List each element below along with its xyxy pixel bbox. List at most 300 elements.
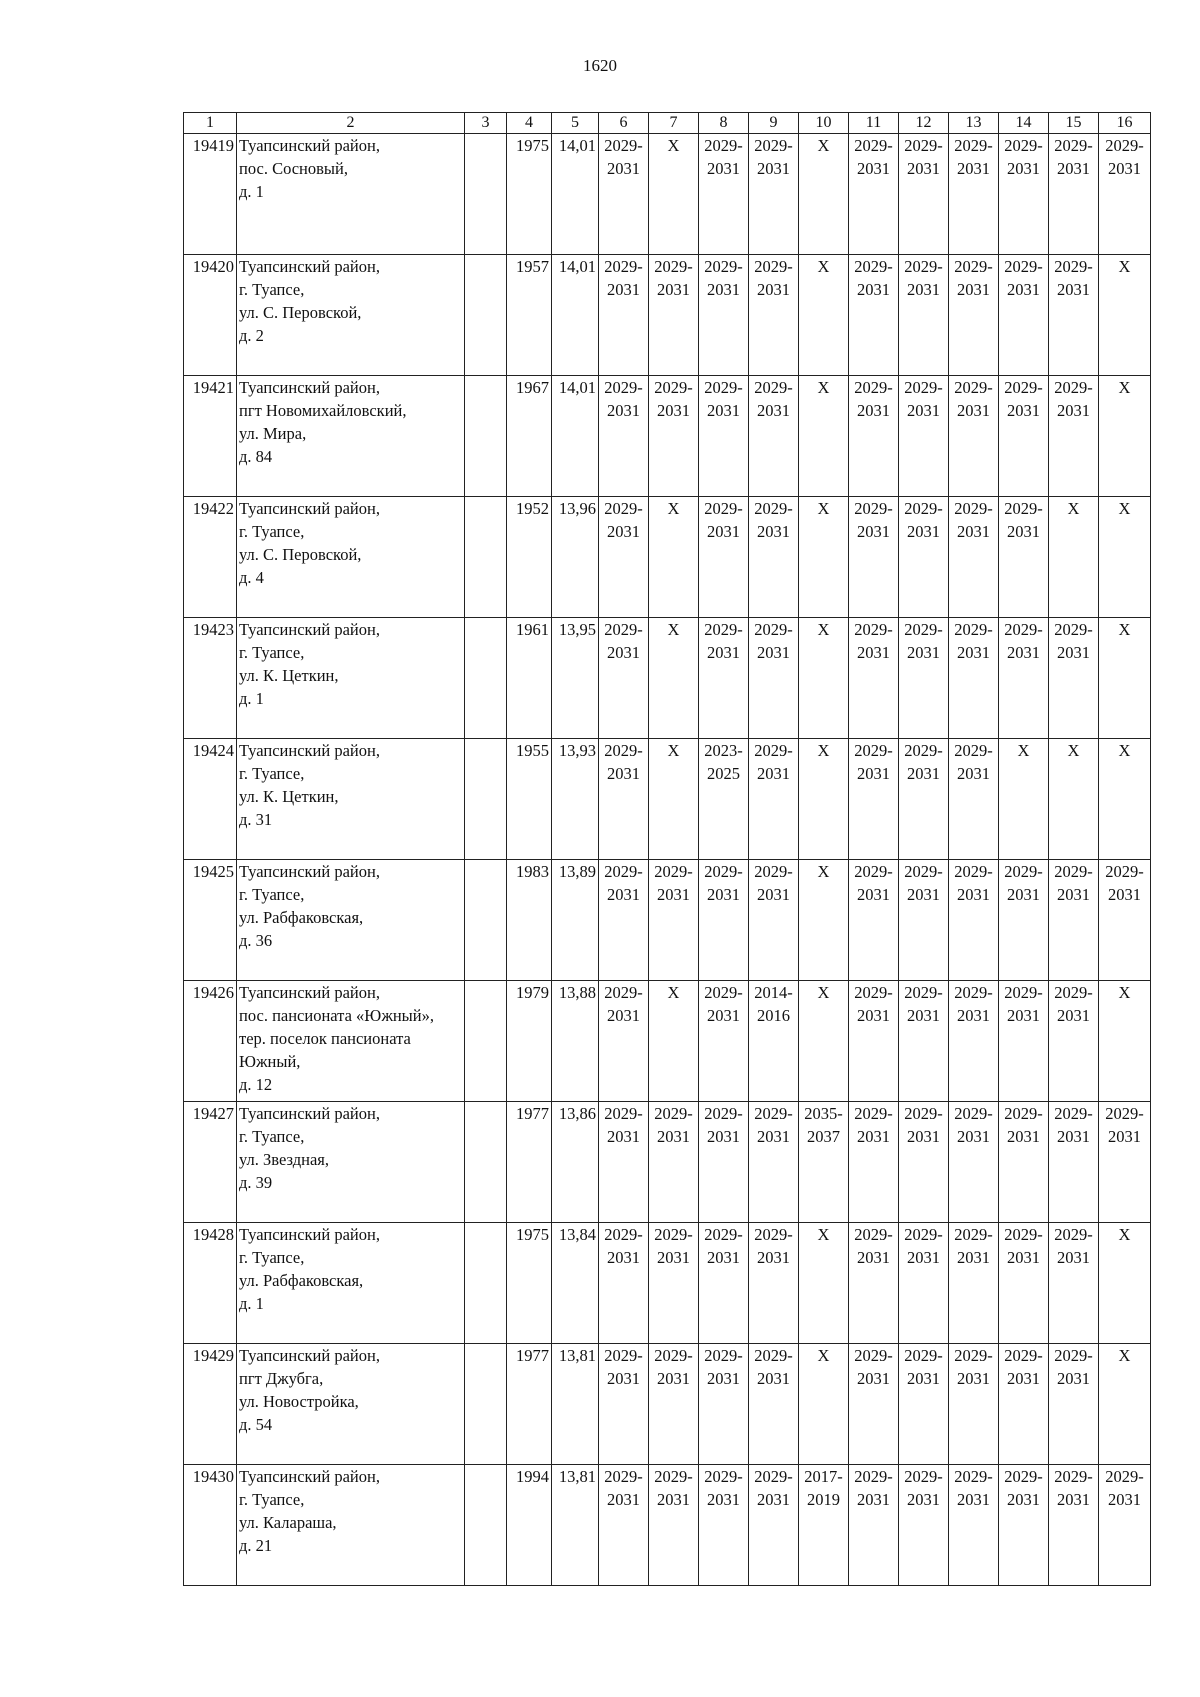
- period-cell: [849, 376, 899, 497]
- period-cell: [799, 134, 849, 255]
- table-row: [184, 1344, 1151, 1465]
- column-header: 15: [1049, 113, 1099, 134]
- address-line: Туапсинский район,: [239, 499, 380, 518]
- address-line: г. Туапсе,: [239, 643, 305, 662]
- year-cell: 1994: [507, 1465, 552, 1586]
- period-text: 2029-: [604, 983, 643, 1002]
- record-number-cell: 19424: [184, 739, 237, 860]
- period-text: 2029-: [604, 862, 643, 881]
- period-text: 2031: [1007, 159, 1040, 178]
- period-text: 2029-: [604, 1346, 643, 1365]
- address-line: ул. Рабфаковская,: [239, 908, 364, 927]
- period-text: 2029-: [854, 1225, 893, 1244]
- period-text: 2031: [1108, 1127, 1141, 1146]
- period-cell: [899, 134, 949, 255]
- period-cell: [849, 1223, 899, 1344]
- column-3-cell: [465, 739, 507, 860]
- period-text: 2031: [1057, 1006, 1090, 1025]
- period-text: 2029-: [1054, 1346, 1093, 1365]
- address-line: д. 36: [239, 931, 273, 950]
- period-text: 2019: [807, 1490, 840, 1509]
- period-text: 2031: [857, 1006, 890, 1025]
- period-text: 2029-: [854, 620, 893, 639]
- period-cell: [599, 255, 649, 376]
- column-header: 2: [237, 113, 465, 134]
- period-text: 2031: [957, 1127, 990, 1146]
- period-cell: [899, 1223, 949, 1344]
- period-text: 2029-: [954, 1104, 993, 1123]
- period-text: 2031: [857, 159, 890, 178]
- column-header: 13: [949, 113, 999, 134]
- period-cell: [749, 1102, 799, 1223]
- period-cell: [1049, 1465, 1099, 1586]
- period-cell: [649, 497, 699, 618]
- table-row: [184, 1223, 1151, 1344]
- year-cell: 1983: [507, 860, 552, 981]
- period-text: 2023-: [704, 741, 743, 760]
- address-line: Туапсинский район,: [239, 257, 380, 276]
- period-cell: [799, 1102, 849, 1223]
- period-text: 2029-: [654, 378, 693, 397]
- period-text: 2029-: [654, 862, 693, 881]
- period-cell: [1049, 860, 1099, 981]
- period-text: 2031: [1057, 1127, 1090, 1146]
- address-line: Туапсинский район,: [239, 136, 380, 155]
- period-text: 2029-: [604, 257, 643, 276]
- address-line: тер. поселок пансионата: [239, 1029, 411, 1048]
- column-header: 14: [999, 113, 1049, 134]
- period-cell: [699, 497, 749, 618]
- period-text: 2029-: [754, 499, 793, 518]
- address-line: Туапсинский район,: [239, 741, 380, 760]
- column-3-cell: [465, 618, 507, 739]
- period-cell: [599, 1344, 649, 1465]
- column-header: 5: [552, 113, 599, 134]
- period-text: X: [1118, 1346, 1131, 1365]
- period-cell: [1099, 1465, 1151, 1586]
- period-cell: [949, 376, 999, 497]
- period-cell: [799, 618, 849, 739]
- column-3-cell: [465, 497, 507, 618]
- period-text: 2031: [1057, 1369, 1090, 1388]
- column-3-cell: [465, 376, 507, 497]
- period-text: 2031: [1108, 1490, 1141, 1509]
- period-cell: [749, 134, 799, 255]
- period-cell: [949, 255, 999, 376]
- period-text: 2031: [1108, 159, 1141, 178]
- period-text: 2031: [1007, 1248, 1040, 1267]
- value-cell: 13,81: [552, 1465, 599, 1586]
- period-text: X: [1017, 741, 1030, 760]
- period-text: 2029-: [854, 1467, 893, 1486]
- period-cell: [949, 1344, 999, 1465]
- period-text: 2031: [857, 401, 890, 420]
- period-text: 2031: [1057, 159, 1090, 178]
- period-cell: [1099, 134, 1151, 255]
- period-text: 2031: [707, 1490, 740, 1509]
- period-cell: [1049, 981, 1099, 1102]
- period-text: 2031: [707, 643, 740, 662]
- period-text: 2031: [757, 885, 790, 904]
- column-header: 8: [699, 113, 749, 134]
- period-text: X: [1118, 499, 1131, 518]
- period-cell: [1049, 1102, 1099, 1223]
- period-cell: [999, 1465, 1049, 1586]
- period-text: 2029-: [754, 1346, 793, 1365]
- period-text: 2031: [757, 1369, 790, 1388]
- address-cell: [237, 1223, 465, 1344]
- period-cell: [1099, 618, 1151, 739]
- period-text: 2031: [857, 643, 890, 662]
- period-text: 2029-: [904, 1225, 943, 1244]
- period-cell: [799, 497, 849, 618]
- period-cell: [999, 739, 1049, 860]
- period-text: 2029-: [1054, 136, 1093, 155]
- page-number: 1620: [583, 56, 617, 75]
- address-cell: [237, 497, 465, 618]
- period-text: 2029-: [954, 1346, 993, 1365]
- period-text: 2029-: [604, 620, 643, 639]
- period-text: 2029-: [854, 741, 893, 760]
- period-text: 2029-: [754, 1104, 793, 1123]
- period-text: 2029-: [1105, 862, 1144, 881]
- period-cell: [599, 1223, 649, 1344]
- address-line: г. Туапсе,: [239, 1490, 305, 1509]
- address-cell: [237, 981, 465, 1102]
- period-cell: [599, 1102, 649, 1223]
- period-cell: [799, 1344, 849, 1465]
- period-text: 2029-: [604, 1225, 643, 1244]
- period-cell: [849, 134, 899, 255]
- year-cell: 1977: [507, 1102, 552, 1223]
- period-text: X: [1118, 378, 1131, 397]
- period-text: 2029-: [1004, 136, 1043, 155]
- table-row: [184, 134, 1151, 255]
- period-text: 2031: [657, 1127, 690, 1146]
- period-text: 2029-: [604, 1467, 643, 1486]
- period-text: 2029-: [654, 257, 693, 276]
- table-row: [184, 376, 1151, 497]
- address-line: г. Туапсе,: [239, 764, 305, 783]
- value-cell: 13,96: [552, 497, 599, 618]
- period-text: 2029-: [954, 257, 993, 276]
- period-text: 2031: [607, 1006, 640, 1025]
- period-text: 2031: [957, 280, 990, 299]
- year-cell: 1955: [507, 739, 552, 860]
- period-cell: [849, 1102, 899, 1223]
- address-line: Туапсинский район,: [239, 620, 380, 639]
- period-text: X: [817, 620, 830, 639]
- period-text: 2031: [907, 1006, 940, 1025]
- address-line: Туапсинский район,: [239, 1346, 380, 1365]
- period-text: 2031: [757, 1248, 790, 1267]
- period-text: X: [667, 620, 680, 639]
- period-cell: [799, 1223, 849, 1344]
- period-text: 2029-: [954, 983, 993, 1002]
- period-cell: [699, 618, 749, 739]
- period-text: 2029-: [1004, 1346, 1043, 1365]
- period-text: 2029-: [654, 1346, 693, 1365]
- period-text: 2031: [857, 1490, 890, 1509]
- period-text: 2031: [657, 1248, 690, 1267]
- period-text: 2029-: [954, 741, 993, 760]
- address-cell: [237, 860, 465, 981]
- period-text: X: [1118, 741, 1131, 760]
- column-header: 11: [849, 113, 899, 134]
- period-cell: [949, 1223, 999, 1344]
- table-row: [184, 1102, 1151, 1223]
- period-text: 2031: [1007, 522, 1040, 541]
- period-text: 2029-: [854, 378, 893, 397]
- period-text: 2031: [907, 280, 940, 299]
- address-line: д. 21: [239, 1536, 273, 1555]
- period-text: 2031: [707, 1248, 740, 1267]
- period-text: 2029-: [1004, 257, 1043, 276]
- period-cell: [999, 497, 1049, 618]
- period-text: 2029-: [754, 862, 793, 881]
- period-cell: [799, 981, 849, 1102]
- address-line: д. 1: [239, 1294, 264, 1313]
- period-cell: [599, 981, 649, 1102]
- period-cell: [749, 1223, 799, 1344]
- column-3-cell: [465, 1344, 507, 1465]
- address-line: Туапсинский район,: [239, 1104, 380, 1123]
- period-text: 2029-: [854, 983, 893, 1002]
- period-text: 2029-: [904, 499, 943, 518]
- period-text: 2031: [757, 1127, 790, 1146]
- period-text: 2031: [1108, 885, 1141, 904]
- address-line: ул. Калараша,: [239, 1513, 337, 1532]
- year-cell: 1967: [507, 376, 552, 497]
- address-line: д. 2: [239, 326, 264, 345]
- period-text: 2031: [1007, 280, 1040, 299]
- address-line: ул. Новостройка,: [239, 1392, 359, 1411]
- period-text: 2029-: [854, 136, 893, 155]
- period-cell: [799, 376, 849, 497]
- column-3-cell: [465, 255, 507, 376]
- period-text: 2029-: [604, 1104, 643, 1123]
- period-cell: [649, 618, 699, 739]
- period-cell: [749, 1465, 799, 1586]
- period-text: 2029-: [954, 1467, 993, 1486]
- period-cell: [849, 618, 899, 739]
- period-text: 2031: [607, 1490, 640, 1509]
- period-text: 2031: [857, 885, 890, 904]
- address-cell: [237, 1102, 465, 1223]
- period-text: 2031: [657, 885, 690, 904]
- column-3-cell: [465, 981, 507, 1102]
- period-text: 2035-: [804, 1104, 843, 1123]
- period-text: 2031: [1057, 643, 1090, 662]
- period-cell: [899, 1102, 949, 1223]
- period-cell: [1049, 1223, 1099, 1344]
- period-text: X: [817, 862, 830, 881]
- period-text: 2031: [1007, 1369, 1040, 1388]
- period-text: 2029-: [1004, 862, 1043, 881]
- period-cell: [1099, 981, 1151, 1102]
- period-text: 2029-: [754, 136, 793, 155]
- address-line: ул. К. Цеткин,: [239, 666, 339, 685]
- period-cell: [949, 1102, 999, 1223]
- address-line: д. 1: [239, 182, 264, 201]
- period-text: 2029-: [704, 1346, 743, 1365]
- period-text: 2031: [607, 280, 640, 299]
- period-cell: [699, 1223, 749, 1344]
- period-cell: [999, 1102, 1049, 1223]
- period-text: 2031: [957, 401, 990, 420]
- value-cell: 14,01: [552, 134, 599, 255]
- year-cell: 1975: [507, 134, 552, 255]
- period-cell: [599, 134, 649, 255]
- period-text: 2031: [607, 1248, 640, 1267]
- period-text: 2029-: [904, 1346, 943, 1365]
- period-text: 2031: [757, 522, 790, 541]
- period-text: 2029-: [904, 1467, 943, 1486]
- period-cell: [1049, 134, 1099, 255]
- address-line: г. Туапсе,: [239, 1127, 305, 1146]
- period-cell: [649, 255, 699, 376]
- address-cell: [237, 1465, 465, 1586]
- period-cell: [649, 1223, 699, 1344]
- period-text: 2029-: [1004, 378, 1043, 397]
- period-text: 2031: [957, 1490, 990, 1509]
- period-text: 2031: [857, 1248, 890, 1267]
- address-line: пос. Сосновый,: [239, 159, 348, 178]
- period-text: 2031: [957, 1369, 990, 1388]
- column-header: 3: [465, 113, 507, 134]
- address-line: г. Туапсе,: [239, 1248, 305, 1267]
- column-3-cell: [465, 1223, 507, 1344]
- period-text: 2029-: [654, 1225, 693, 1244]
- address-line: Туапсинский район,: [239, 862, 380, 881]
- period-cell: [1099, 1102, 1151, 1223]
- period-text: X: [667, 741, 680, 760]
- period-text: 2031: [857, 280, 890, 299]
- period-cell: [749, 860, 799, 981]
- period-text: 2031: [607, 885, 640, 904]
- period-text: 2031: [907, 1127, 940, 1146]
- period-text: 2031: [1007, 1127, 1040, 1146]
- record-number-cell: 19425: [184, 860, 237, 981]
- period-text: 2031: [957, 1006, 990, 1025]
- address-cell: [237, 255, 465, 376]
- period-text: 2029-: [704, 136, 743, 155]
- period-text: 2031: [1007, 885, 1040, 904]
- record-number-cell: 19422: [184, 497, 237, 618]
- address-cell: [237, 134, 465, 255]
- period-cell: [1049, 255, 1099, 376]
- period-cell: [749, 739, 799, 860]
- period-text: 2029-: [1004, 983, 1043, 1002]
- period-text: 2031: [857, 1127, 890, 1146]
- period-cell: [649, 981, 699, 1102]
- value-cell: 13,81: [552, 1344, 599, 1465]
- period-cell: [599, 1465, 649, 1586]
- period-text: X: [817, 1225, 830, 1244]
- period-text: 2031: [1057, 280, 1090, 299]
- period-text: 2031: [707, 159, 740, 178]
- table-row: [184, 497, 1151, 618]
- period-text: 2031: [957, 885, 990, 904]
- period-cell: [1099, 376, 1151, 497]
- period-text: X: [1118, 620, 1131, 639]
- value-cell: 13,89: [552, 860, 599, 981]
- period-cell: [1049, 497, 1099, 618]
- period-text: 2031: [757, 764, 790, 783]
- address-line: г. Туапсе,: [239, 885, 305, 904]
- address-line: г. Туапсе,: [239, 280, 305, 299]
- period-text: X: [667, 499, 680, 518]
- year-cell: 1977: [507, 1344, 552, 1465]
- period-text: 2029-: [654, 1467, 693, 1486]
- period-cell: [949, 1465, 999, 1586]
- period-text: 2031: [907, 1248, 940, 1267]
- period-text: 2029-: [904, 862, 943, 881]
- address-line: д. 84: [239, 447, 273, 466]
- period-cell: [799, 1465, 849, 1586]
- period-text: 2029-: [854, 1104, 893, 1123]
- period-text: 2029-: [754, 741, 793, 760]
- period-text: 2031: [657, 401, 690, 420]
- address-line: Туапсинский район,: [239, 983, 380, 1002]
- period-cell: [799, 860, 849, 981]
- period-text: 2031: [757, 280, 790, 299]
- record-number-cell: 19427: [184, 1102, 237, 1223]
- period-text: 2029-: [904, 1104, 943, 1123]
- period-text: 2031: [1007, 1490, 1040, 1509]
- period-text: 2029-: [1054, 983, 1093, 1002]
- table-body: [184, 134, 1151, 1586]
- value-cell: 13,95: [552, 618, 599, 739]
- period-text: 2029-: [1054, 378, 1093, 397]
- period-cell: [799, 255, 849, 376]
- period-cell: [899, 255, 949, 376]
- period-text: 2029-: [754, 1225, 793, 1244]
- period-text: 2029-: [754, 1467, 793, 1486]
- period-text: 2031: [907, 764, 940, 783]
- period-text: 2029-: [954, 620, 993, 639]
- period-cell: [899, 497, 949, 618]
- address-line: пгт Новомихайловский,: [239, 401, 407, 420]
- period-text: 2031: [657, 280, 690, 299]
- period-text: 2029-: [604, 741, 643, 760]
- period-text: 2029-: [954, 378, 993, 397]
- period-cell: [699, 860, 749, 981]
- period-text: 2031: [957, 764, 990, 783]
- period-text: 2029-: [754, 257, 793, 276]
- year-cell: 1975: [507, 1223, 552, 1344]
- period-cell: [949, 981, 999, 1102]
- address-line: д. 39: [239, 1173, 273, 1192]
- period-text: 2029-: [1054, 1467, 1093, 1486]
- period-cell: [849, 255, 899, 376]
- period-cell: [1099, 860, 1151, 981]
- period-text: 2029-: [704, 1467, 743, 1486]
- column-header: 10: [799, 113, 849, 134]
- column-3-cell: [465, 860, 507, 981]
- year-cell: 1979: [507, 981, 552, 1102]
- period-text: 2029-: [1054, 1104, 1093, 1123]
- period-text: 2029-: [704, 257, 743, 276]
- period-text: X: [667, 983, 680, 1002]
- period-text: X: [1118, 1225, 1131, 1244]
- period-cell: [1099, 1223, 1151, 1344]
- address-line: пгт Джубга,: [239, 1369, 324, 1388]
- period-text: 2029-: [954, 499, 993, 518]
- period-text: X: [817, 1346, 830, 1365]
- period-cell: [749, 1344, 799, 1465]
- period-text: 2029-: [1105, 136, 1144, 155]
